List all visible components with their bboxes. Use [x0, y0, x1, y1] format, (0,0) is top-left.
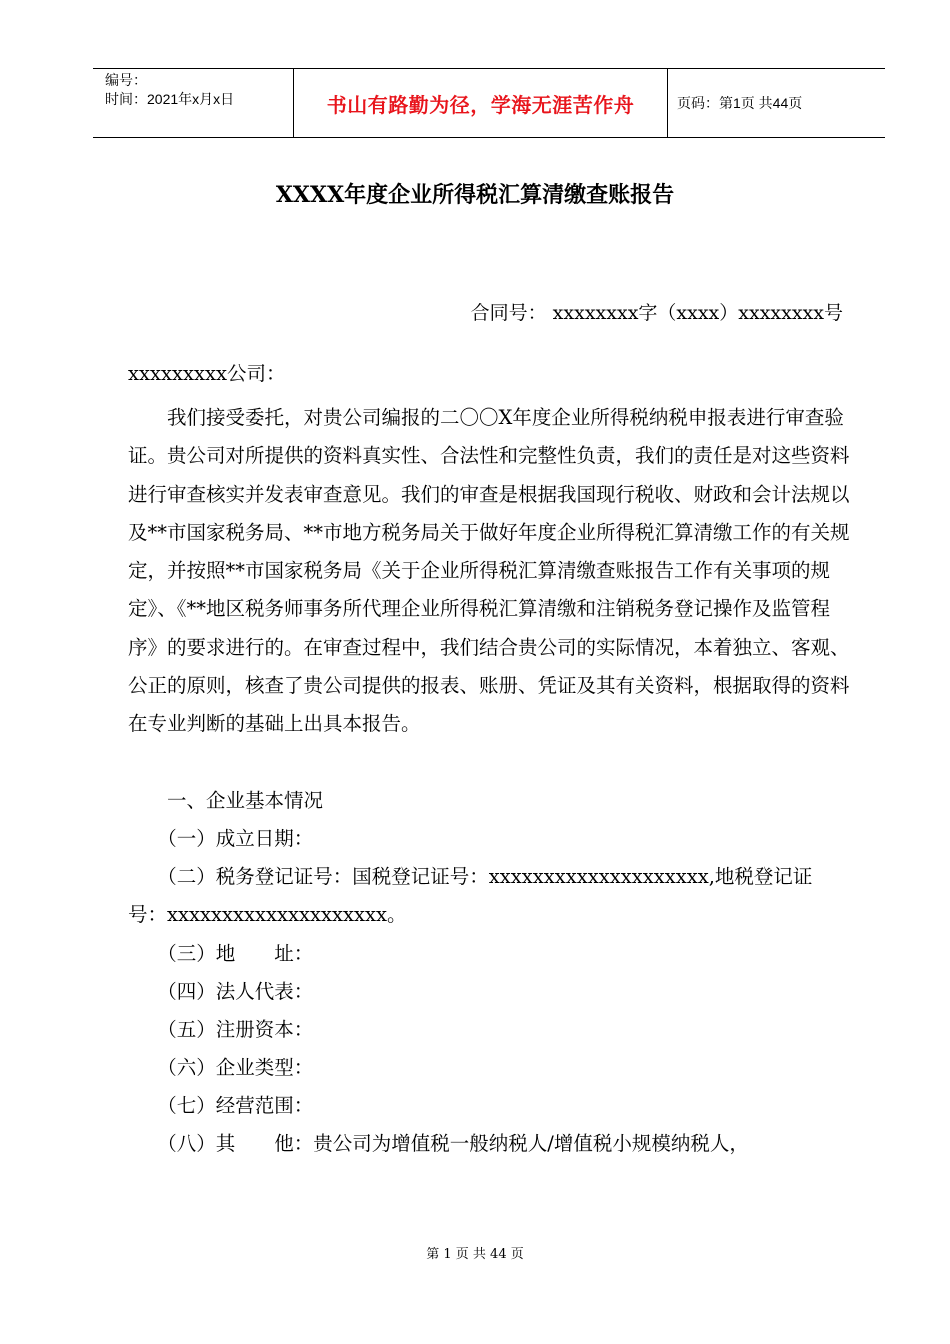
- section-heading-basic-info: 一、企业基本情况: [128, 789, 324, 812]
- page-info: 页码：第1页 共44页: [677, 95, 803, 111]
- number-label: 编号：: [105, 72, 147, 88]
- document-title: XXXX年度企业所得税汇算清缴查账报告: [275, 182, 675, 208]
- motto-text: 书山有路勤为径，学海无涯苦作舟: [326, 94, 635, 117]
- header-left-cell: [93, 69, 293, 137]
- item-address: （三）地 址：: [128, 942, 314, 965]
- header-motto-cell: [293, 69, 668, 137]
- header-page-cell: [667, 69, 885, 137]
- item-tax-registration: （二）税务登记证号：国税登记证号：xxxxxxxxxxxxxxxxxxxx,地税登记证号：xxxxxxxxxxxxxxxxxxxx。: [128, 865, 813, 927]
- time-label: 时间：2021年x月x日: [105, 91, 235, 107]
- addressee: xxxxxxxxx公司：: [128, 362, 286, 385]
- intro-paragraph: 我们接受委托，对贵公司编报的二〇〇X年度企业所得税纳税申报表进行审查验证。贵公司对所提供的资料真实性、合法性和完整性负责，我们的责任是对这些资料进行审查核实并发表审查意见。我们的审查是根据我国现行税收、财政和会计法规以及**市国家税务局、**市地方税务局关于做好年度企业所得税汇算清缴工作的有关规定，并按照**市国家税务局《关于企业所得税汇算清缴查账报告工作有关事项的规定》、《**地区税务师事务所代理企业所得税汇算清缴和注销税务登记操作及监管程序》的要求进行的。在审查过程中，我们结合贵公司的实际情况，本着独立、客观、公正的原则，核查了贵公司提供的报表、账册、凭证及其有关资料，根据取得的资料在专业判断的基础上出具本报告。: [128, 406, 850, 736]
- item-establish-date: （一）成立日期：: [128, 827, 314, 850]
- item-legal-rep: （四）法人代表：: [128, 980, 314, 1003]
- contract-number: 合同号： xxxxxxxx字（xxxx）xxxxxxxx号: [470, 302, 843, 324]
- page-header: [93, 68, 885, 138]
- page-footer: 第 1 页 共 44 页: [426, 1247, 524, 1262]
- item-enterprise-type: （六）企业类型：: [128, 1056, 314, 1079]
- item-other: （八）其 他：贵公司为增值税一般纳税人/增值税小规模纳税人，: [128, 1132, 749, 1155]
- item-registered-capital: （五）注册资本：: [128, 1018, 314, 1041]
- item-business-scope: （七）经营范围：: [128, 1094, 314, 1117]
